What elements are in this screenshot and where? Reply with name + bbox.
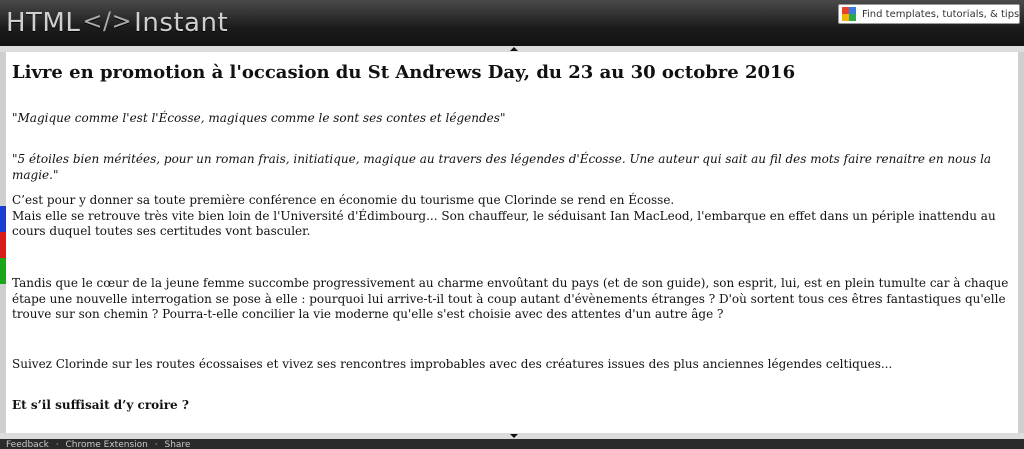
top-bar (0, 0, 1024, 46)
paragraph-3: Suivez Clorinde sur les routes écossaises et vivez ses rencontres improbables avec des créatures issues des plus anciennes légendes celtiques... (12, 357, 893, 371)
quote-2: "5 étoiles bien méritées, pour un roman frais, initiatique, magique au travers des légendes d'Écosse. Une auteur qui sait au fil des mots faire renaitre en nous la magie." (12, 152, 992, 182)
logo-text-left: HTML (6, 8, 81, 38)
quote-1: "Magique comme l'est l'Écosse, magiques comme le sont ses contes et légendes" (12, 111, 506, 125)
app-logo[interactable] (6, 6, 228, 40)
green-marker (0, 258, 6, 284)
page-title: Livre en promotion à l'occasion du St Andrews Day, du 23 au 30 octobre 2016 (12, 62, 796, 83)
right-frame (1018, 52, 1024, 433)
paragraph-1-line-1: C’est pour y donner sa toute première conférence en économie du tourisme que Clorinde se rend en Écosse. (12, 193, 675, 207)
feedback-link[interactable]: Feedback (6, 440, 49, 449)
paragraph-1 (12, 193, 1012, 240)
search-box[interactable] (838, 4, 1020, 24)
footer-separator: · (55, 440, 59, 449)
footer-links (6, 440, 194, 449)
logo-tag-icon: </> (82, 7, 133, 35)
paragraph-4: Et s’il suffisait d’y croire ? (12, 398, 189, 412)
paragraph-2: Tandis que le cœur de la jeune femme succombe progressivement au charme envoûtant du pays (et de son guide), son esprit, lui, est en plein tumulte car à chaque étape une nouvelle interrogation se pose à elle : pourquoi lui arrive-t-il tout à coup autant d'évènements étranges ? D'où sortent tous ces êtres fantastiques qu'elle trouve sur son chemin ? Pourra-t-elle concilier la vie moderne qu'elle s'est choisie avec des attentes d'un autre âge ? (12, 276, 1009, 321)
logo-text-right: Instant (134, 8, 229, 38)
search-input[interactable]: Find templates, tutorials, & tips (862, 8, 1019, 20)
share-link[interactable]: Share (164, 440, 191, 449)
search-logo-icon (842, 7, 856, 21)
red-marker (0, 232, 6, 258)
footer-bar (0, 439, 1024, 449)
expand-arrow-icon[interactable] (510, 434, 518, 438)
chrome-extension-link[interactable]: Chrome Extension (65, 440, 148, 449)
blue-marker (0, 206, 6, 232)
collapse-arrow-icon[interactable] (510, 47, 518, 51)
preview-pane (12, 52, 1016, 433)
paragraph-1-line-2: Mais elle se retrouve très vite bien loin de l'Université d'Édimbourg... Son chauffeur, le séduisant Ian MacLeod, l'embarque en effet dans un périple inattendu au cours duquel toutes ses certitudes vont basculer. (12, 208, 996, 238)
footer-separator: · (154, 440, 158, 449)
